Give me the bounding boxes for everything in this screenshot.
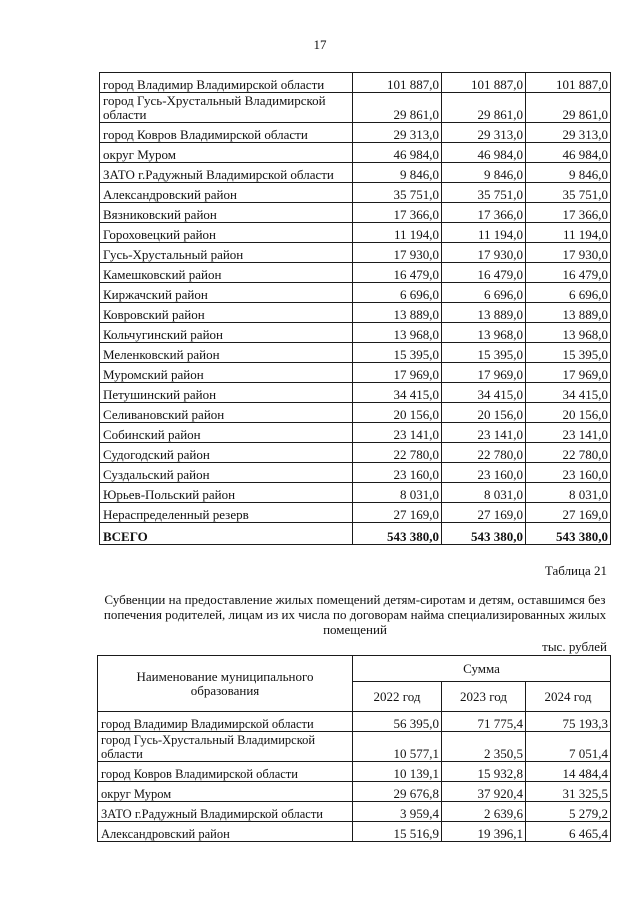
total-label: ВСЕГО [100, 523, 353, 545]
value-2023: 23 160,0 [442, 463, 526, 483]
table-row [98, 712, 611, 732]
value-2024: 5 279,2 [526, 802, 611, 822]
table-row [100, 183, 611, 203]
table-row [100, 163, 611, 183]
value-2022: 10 577,1 [353, 732, 442, 762]
municipality-name: город Владимир Владимирской области [100, 73, 353, 93]
header-name-col: Наименование муниципального образования [98, 656, 353, 712]
table-row [100, 363, 611, 383]
table-row [98, 762, 611, 782]
value-2022: 29 676,8 [353, 782, 442, 802]
municipality-name: Юрьев-Польский район [100, 483, 353, 503]
value-2022: 10 139,1 [353, 762, 442, 782]
value-2022: 15 395,0 [353, 343, 442, 363]
value-2023: 17 366,0 [442, 203, 526, 223]
municipality-name: ЗАТО г.Радужный Владимирской области [98, 802, 353, 822]
value-2022: 13 968,0 [353, 323, 442, 343]
value-2023: 37 920,4 [442, 782, 526, 802]
value-2022: 6 696,0 [353, 283, 442, 303]
municipality-name: округ Муром [98, 782, 353, 802]
table-row [100, 483, 611, 503]
value-2024: 11 194,0 [526, 223, 611, 243]
total-2022: 543 380,0 [353, 523, 442, 545]
table-row [100, 503, 611, 523]
value-2023: 16 479,0 [442, 263, 526, 283]
value-2022: 15 516,9 [353, 822, 442, 842]
value-2024: 29 861,0 [526, 93, 611, 123]
value-2024: 16 479,0 [526, 263, 611, 283]
value-2024: 14 484,4 [526, 762, 611, 782]
value-2022: 20 156,0 [353, 403, 442, 423]
value-2023: 15 932,8 [442, 762, 526, 782]
municipality-name: Вязниковский район [100, 203, 353, 223]
value-2023: 22 780,0 [442, 443, 526, 463]
municipality-name: Александровский район [98, 822, 353, 842]
value-2024: 27 169,0 [526, 503, 611, 523]
total-row [100, 523, 611, 545]
municipality-name: Суздальский район [100, 463, 353, 483]
value-2022: 29 313,0 [353, 123, 442, 143]
value-2023: 71 775,4 [442, 712, 526, 732]
value-2023: 9 846,0 [442, 163, 526, 183]
municipality-name: город Ковров Владимирской области [98, 762, 353, 782]
header-year-2023: 2023 год [442, 682, 526, 712]
municipality-name: город Гусь-Хрустальный Владимирской области [98, 732, 353, 762]
total-2023: 543 380,0 [442, 523, 526, 545]
municipality-name: Гусь-Хрустальный район [100, 243, 353, 263]
orphan-housing-subvention-table [97, 655, 611, 842]
value-2022: 13 889,0 [353, 303, 442, 323]
table-row [100, 343, 611, 363]
value-2024: 17 969,0 [526, 363, 611, 383]
municipality-name: Ковровский район [100, 303, 353, 323]
municipality-name: Киржачский район [100, 283, 353, 303]
value-2022: 22 780,0 [353, 443, 442, 463]
value-2023: 13 968,0 [442, 323, 526, 343]
value-2024: 13 889,0 [526, 303, 611, 323]
value-2024: 9 846,0 [526, 163, 611, 183]
value-2022: 11 194,0 [353, 223, 442, 243]
table-row [100, 243, 611, 263]
table-row [100, 463, 611, 483]
table-row [100, 223, 611, 243]
value-2022: 3 959,4 [353, 802, 442, 822]
value-2022: 17 366,0 [353, 203, 442, 223]
value-2023: 11 194,0 [442, 223, 526, 243]
table-row [100, 73, 611, 93]
value-2024: 8 031,0 [526, 483, 611, 503]
value-2024: 15 395,0 [526, 343, 611, 363]
value-2024: 23 141,0 [526, 423, 611, 443]
value-2023: 17 930,0 [442, 243, 526, 263]
municipality-name: Нераспределенный резерв [100, 503, 353, 523]
header-year-2024: 2024 год [526, 682, 611, 712]
value-2023: 35 751,0 [442, 183, 526, 203]
value-2023: 8 031,0 [442, 483, 526, 503]
value-2022: 16 479,0 [353, 263, 442, 283]
table-row [100, 93, 611, 123]
value-2022: 56 395,0 [353, 712, 442, 732]
value-2022: 9 846,0 [353, 163, 442, 183]
value-2023: 19 396,1 [442, 822, 526, 842]
table-row [100, 443, 611, 463]
table-row [100, 383, 611, 403]
value-2024: 6 465,4 [526, 822, 611, 842]
table-number-label: Таблица 21 [544, 563, 607, 578]
municipality-name: Петушинский район [100, 383, 353, 403]
value-2022: 34 415,0 [353, 383, 442, 403]
municipality-name: Гороховецкий район [100, 223, 353, 243]
value-2024: 13 968,0 [526, 323, 611, 343]
units-label: тыс. рублей [542, 639, 607, 654]
value-2022: 17 969,0 [353, 363, 442, 383]
value-2024: 31 325,5 [526, 782, 611, 802]
subvention-table-continued [99, 72, 611, 545]
municipality-name: Камешковский район [100, 263, 353, 283]
table-row [100, 263, 611, 283]
municipality-name: Александровский район [100, 183, 353, 203]
value-2024: 34 415,0 [526, 383, 611, 403]
municipality-name: город Ковров Владимирской области [100, 123, 353, 143]
value-2024: 75 193,3 [526, 712, 611, 732]
municipality-name: ЗАТО г.Радужный Владимирской области [100, 163, 353, 183]
value-2023: 101 887,0 [442, 73, 526, 93]
table-row [100, 403, 611, 423]
value-2023: 34 415,0 [442, 383, 526, 403]
value-2023: 29 313,0 [442, 123, 526, 143]
value-2024: 35 751,0 [526, 183, 611, 203]
value-2022: 27 169,0 [353, 503, 442, 523]
value-2023: 20 156,0 [442, 403, 526, 423]
table-row [100, 303, 611, 323]
table-row [100, 143, 611, 163]
value-2023: 27 169,0 [442, 503, 526, 523]
value-2023: 23 141,0 [442, 423, 526, 443]
table-row [100, 123, 611, 143]
municipality-name: Меленковский район [100, 343, 353, 363]
value-2022: 101 887,0 [353, 73, 442, 93]
municipality-name: Кольчугинский район [100, 323, 353, 343]
table-caption: Субвенции на предоставление жилых помещений детям-сиротам и детям, оставшимся без попечения родителей, лицам из их числа по договорам найма специализированных жилых помещений [103, 592, 607, 637]
value-2023: 2 350,5 [442, 732, 526, 762]
table-row [98, 802, 611, 822]
value-2022: 23 160,0 [353, 463, 442, 483]
value-2024: 29 313,0 [526, 123, 611, 143]
value-2024: 6 696,0 [526, 283, 611, 303]
value-2023: 6 696,0 [442, 283, 526, 303]
table-row [100, 423, 611, 443]
value-2022: 8 031,0 [353, 483, 442, 503]
header-sum: Сумма [353, 656, 611, 682]
header-year-2022: 2022 год [353, 682, 442, 712]
municipality-name: Муромский район [100, 363, 353, 383]
municipality-name: округ Муром [100, 143, 353, 163]
value-2024: 20 156,0 [526, 403, 611, 423]
value-2024: 7 051,4 [526, 732, 611, 762]
total-2024: 543 380,0 [526, 523, 611, 545]
value-2023: 15 395,0 [442, 343, 526, 363]
value-2023: 13 889,0 [442, 303, 526, 323]
value-2024: 17 930,0 [526, 243, 611, 263]
value-2022: 17 930,0 [353, 243, 442, 263]
value-2022: 29 861,0 [353, 93, 442, 123]
table-row [100, 283, 611, 303]
municipality-name: Собинский район [100, 423, 353, 443]
municipality-name: город Владимир Владимирской области [98, 712, 353, 732]
table-row [100, 203, 611, 223]
value-2023: 17 969,0 [442, 363, 526, 383]
table-row [98, 732, 611, 762]
value-2023: 2 639,6 [442, 802, 526, 822]
value-2024: 23 160,0 [526, 463, 611, 483]
value-2022: 23 141,0 [353, 423, 442, 443]
value-2024: 17 366,0 [526, 203, 611, 223]
value-2024: 46 984,0 [526, 143, 611, 163]
table-row [98, 782, 611, 802]
value-2022: 46 984,0 [353, 143, 442, 163]
municipality-name: Судогодский район [100, 443, 353, 463]
value-2024: 101 887,0 [526, 73, 611, 93]
value-2024: 22 780,0 [526, 443, 611, 463]
municipality-name: Селивановский район [100, 403, 353, 423]
page-number: 17 [313, 37, 327, 52]
table-row [98, 822, 611, 842]
table-header-row [98, 656, 611, 682]
value-2022: 35 751,0 [353, 183, 442, 203]
table-row [100, 323, 611, 343]
value-2023: 46 984,0 [442, 143, 526, 163]
municipality-name: город Гусь-Хрустальный Владимирской области [100, 93, 353, 123]
value-2023: 29 861,0 [442, 93, 526, 123]
